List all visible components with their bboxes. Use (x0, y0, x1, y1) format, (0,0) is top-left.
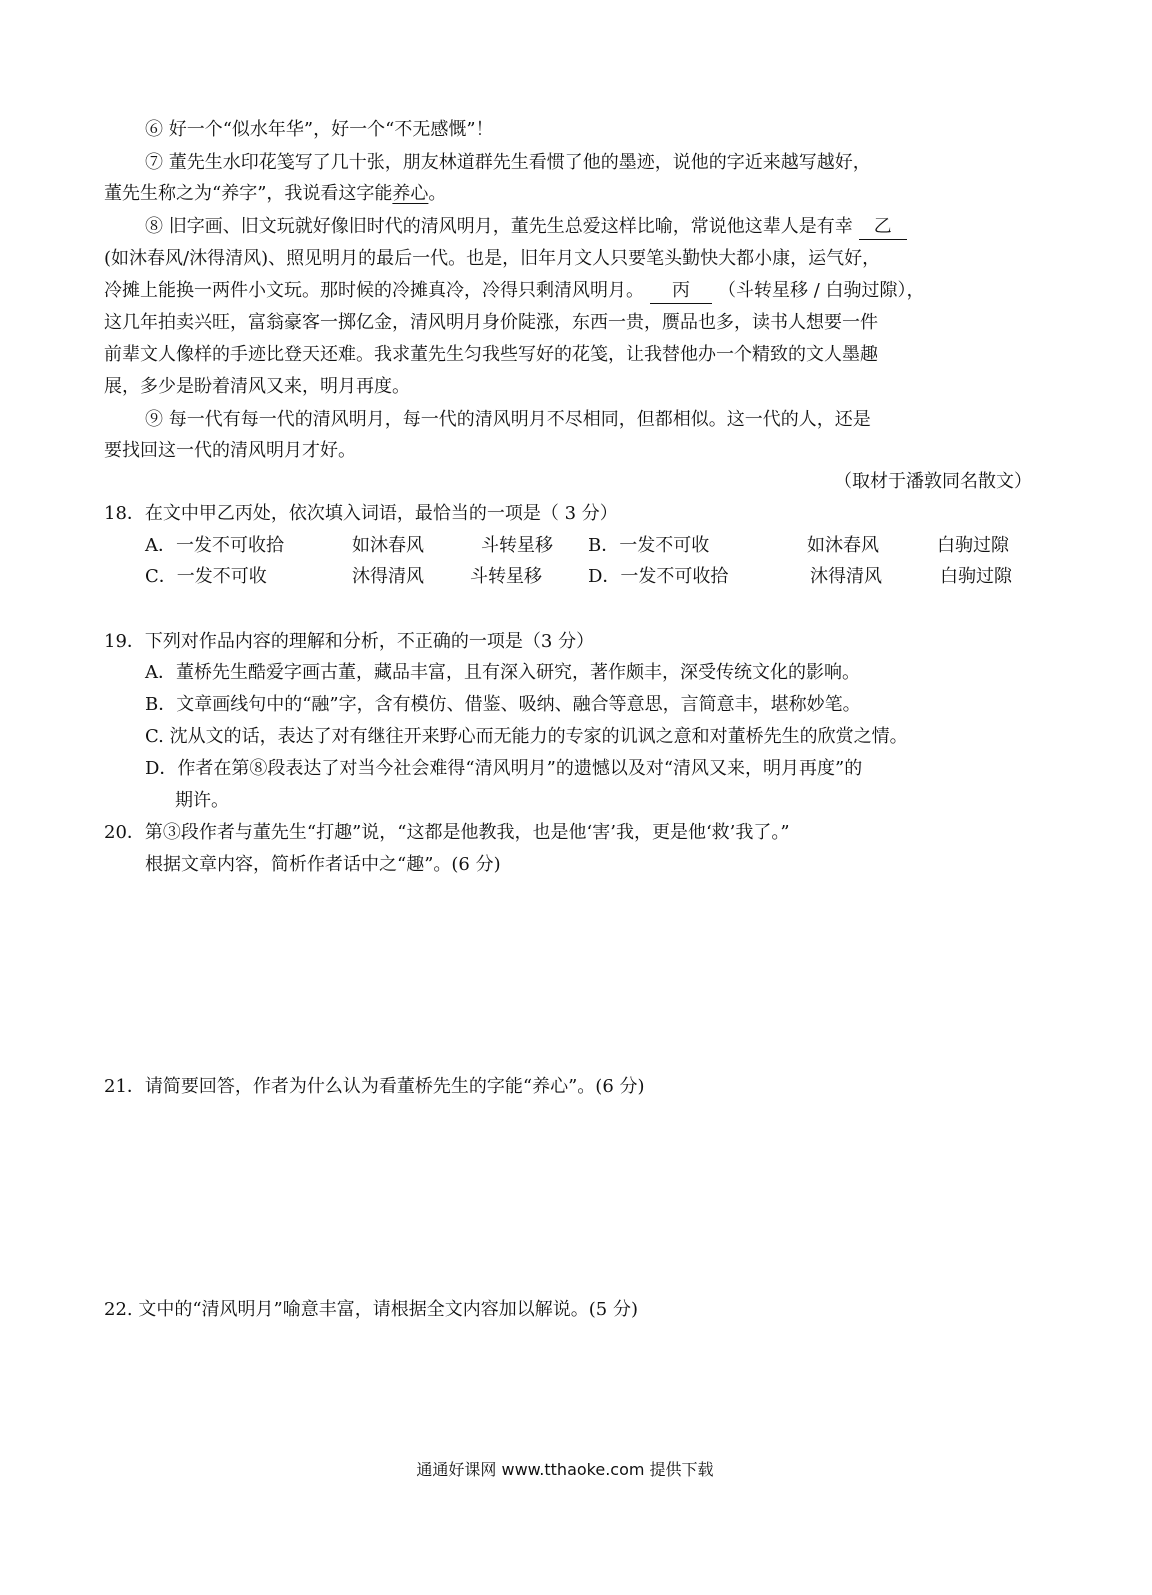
paragraph-8-options: （斗转星移 / 白驹过隙）， (718, 280, 925, 301)
option-b-word3: 白驹过隙 (937, 535, 1009, 556)
paragraph-9-line-1: ⑨ 每一代有每一代的清风明月，每一代的清风明月不尽相同，但都相似。这一代的人，还是 (145, 409, 871, 430)
option-c-word3: 斗转星移 (470, 566, 542, 587)
question-19-option-d-line-1: D．作者在第⑧段表达了对当今社会难得“清风明月”的遗憾以及对“清风又来，明月再度”的 (145, 758, 863, 779)
paragraph-8-line-5: 前辈文人像样的手迹比登天还难。我求董先生匀我些写好的花笺，让我替他办一个精致的文人墨趣 (104, 344, 878, 365)
option-d-word1: D．一发不可收拾 (588, 566, 729, 587)
option-d-word2: 沐得清风 (810, 566, 882, 587)
paragraph-7-text: 董先生称之为“养字”，我说看这字能 (104, 183, 393, 204)
underlined-phrase: 养心 (392, 183, 429, 204)
question-19-option-b: B．文章画线句中的“融”字，含有模仿、借鉴、吸纳、融合等意思，言简意丰，堪称妙笔。 (145, 694, 861, 715)
option-a-word1: A．一发不可收拾 (145, 535, 284, 556)
paragraph-6: ⑥ 好一个“似水年华”，好一个“不无感慨”！ (145, 119, 494, 140)
question-19-option-a: A．董桥先生酷爱字画古董，藏品丰富，且有深入研究，著作颇丰，深受传统文化的影响。 (145, 662, 860, 683)
paragraph-8-line-2: (如沐春风/沐得清风)、照见明月的最后一代。也是，旧年月文人只要笔头勤快大都小康，运气好， (104, 248, 881, 269)
question-21: 21．请简要回答，作者为什么认为看董桥先生的字能“养心”。(6 分) (104, 1076, 645, 1097)
option-b-word1: B．一发不可收 (588, 535, 710, 556)
paragraph-8-line-4: 这几年拍卖兴旺，富翁豪客一掷亿金，清风明月身价陡涨，东西一贵，赝品也多，读书人想要一件 (104, 312, 878, 333)
paragraph-7-line-1: ⑦ 董先生水印花笺写了几十张，朋友林道群先生看惯了他的墨迹，说他的字近来越写越好， (145, 152, 871, 173)
paragraph-8-line-1 (145, 215, 907, 240)
paragraph-8-text: 冷摊上能换一两件小文玩。那时候的冷摊真冷，冷得只剩清风明月。 (104, 280, 644, 301)
question-20-line-1: 20．第③段作者与董先生“打趣”说，“这都是他教我，也是他‘害’我，更是他‘救’我了。” (104, 822, 790, 843)
page-footer: 通通好课网 www.tthaoke.com 提供下载 (416, 1460, 714, 1479)
option-a-word3: 斗转星移 (481, 535, 553, 556)
punctuation: 。 (428, 183, 447, 204)
blank-yi: 乙 (859, 215, 907, 240)
option-c-word1: C．一发不可收 (145, 566, 267, 587)
question-22: 22. 文中的“清风明月”喻意丰富，请根据全文内容加以解说。(5 分) (104, 1299, 638, 1320)
question-18-stem: 18．在文中甲乙丙处，依次填入词语，最恰当的一项是（ 3 分） (104, 503, 618, 524)
option-c-word2: 沐得清风 (352, 566, 424, 587)
option-d-word3: 白驹过隙 (940, 566, 1012, 587)
paragraph-8-text: ⑧ 旧字画、旧文玩就好像旧时代的清风明月，董先生总爱这样比喻，常说他这辈人是有幸 (145, 216, 853, 237)
question-19-option-d-line-2: 期许。 (175, 790, 229, 811)
source-attribution: （取材于潘敦同名散文） (834, 471, 1032, 492)
paragraph-7-line-2 (104, 182, 446, 206)
question-19-stem: 19．下列对作品内容的理解和分析，不正确的一项是（3 分） (104, 631, 595, 652)
option-a-word2: 如沐春风 (352, 535, 424, 556)
paragraph-8-line-3 (104, 279, 925, 304)
question-19-option-c: C. 沈从文的话，表达了对有继往开来野心而无能力的专家的讥讽之意和对董桥先生的欣赏之情。 (145, 726, 908, 747)
question-20-line-2: 根据文章内容，简析作者话中之“趣”。(6 分) (145, 854, 501, 875)
paragraph-8-line-6: 展，多少是盼着清风又来，明月再度。 (104, 376, 410, 397)
paragraph-9-line-2: 要找回这一代的清风明月才好。 (104, 440, 356, 461)
option-b-word2: 如沐春风 (807, 535, 879, 556)
blank-bing: 丙 (650, 279, 712, 304)
